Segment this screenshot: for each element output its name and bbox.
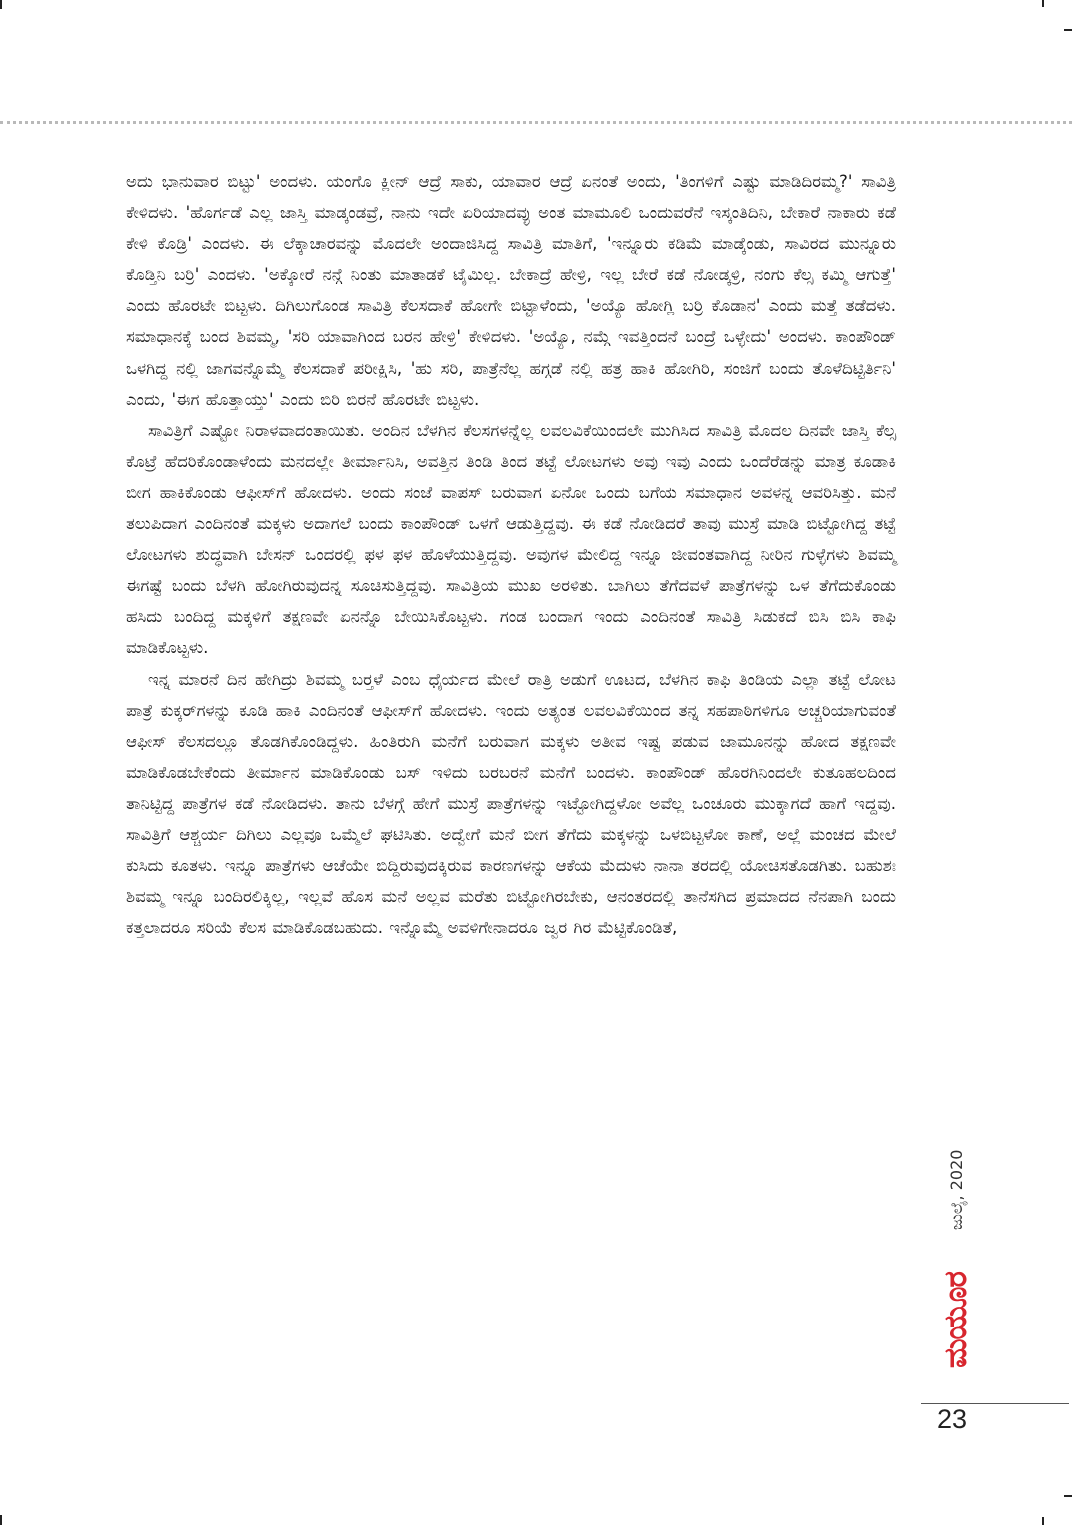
- crop-mark-bottom-left: [0, 1515, 2, 1525]
- crop-mark-top-right: [1042, 0, 1044, 7]
- page-number: 23: [937, 1404, 968, 1434]
- article-paragraph-1: ಅದು ಭಾನುವಾರ ಬಿಟ್ಟು' ಅಂದಳು. ಯಂಗೊ ಕ್ಲೀನ್ ಆದ್ರೆ ಸಾಕು, ಯಾವಾರ ಆದ್ರೆ ಏನಂತೆ ಅಂದು, 'ತಿಂಗಳಿಗೆ ಎಷ್ಟು ಮಾಡಿದಿರಮ್ಮ?' ಸಾವಿತ್ರಿ ಕೇಳಿದಳು. 'ಹೊರ್ಗಡೆ ಎಲ್ಲ ಜಾಸ್ತಿ ಮಾಡ್ಕಂಡವ್ರೆ, ನಾನು ಇದೇ ಏರಿಯಾದವ್ಳು ಅಂತ ಮಾಮೂಲಿ ಒಂದುವರೆನೆ ಇಸ್ಕಂತಿದಿನಿ, ಬೇಕಾರೆ ನಾಕಾರು ಕಡೆ ಕೇಳಿ ಕೊಡ್ರಿ' ಎಂದಳು. ಈ ಲೆಕ್ಕಾಚಾರವನ್ನು ಮೊದಲೇ ಅಂದಾಜಿಸಿದ್ದ ಸಾವಿತ್ರಿ ಮಾತಿಗೆ, 'ಇನ್ನೂರು ಕಡಿಮೆ ಮಾಡ್ಕೆಂಡು, ಸಾವಿರದ ಮುನ್ನೂರು ಕೊಡ್ತಿನಿ ಬರ್ರಿ' ಎಂದಳು. 'ಅಕ್ಕೋರೆ ನನ್ಗೆ ನಿಂತು ಮಾತಾಡಕೆ ಟೈಮಿಲ್ಲ. ಬೇಕಾದ್ರೆ ಹೇಳ್ರಿ, ಇಲ್ಲ ಬೇರೆ ಕಡೆ ನೋಡ್ಕಳ್ರಿ, ನಂಗು ಕೆಲ್ಸ ಕಮ್ಮಿ ಆಗುತ್ತೆ' ಎಂದು ಹೊರಟೇ ಬಿಟ್ಟಳು. ದಿಗಿಲುಗೊಂಡ ಸಾವಿತ್ರಿ ಕೆಲಸದಾಕೆ ಹೋಗೇ ಬಿಟ್ಟಾಳೆಂದು, 'ಅಯ್ಯೊ ಹೋಗ್ಲಿ ಬರ್ರಿ ಕೊಡಾನ' ಎಂದು ಮತ್ತೆ ತಡೆದಳು. ಸಮಾಧಾನಕ್ಕೆ ಬಂದ ಶಿವಮ್ಮ, 'ಸರಿ ಯಾವಾಗಿಂದ ಬರನ ಹೇಳ್ರಿ' ಕೇಳಿದಳು. 'ಅಯ್ಯೊ, ನಮ್ಗೆ ಇವತ್ತಿಂದನೆ ಬಂದ್ರೆ ಒಳ್ಳೇದು' ಅಂದಳು. ಕಾಂಪೌಂಡ್ ಒಳಗಿದ್ದ ನಲ್ಲಿ ಜಾಗವನ್ನೊಮ್ಮೆ ಕೆಲಸದಾಕೆ ಪರೀಕ್ಷಿಸಿ, 'ಹು ಸರಿ, ಪಾತ್ರೆನೆಲ್ಲ ಹಗ್ಗಡೆ ನಲ್ಲಿ ಹತ್ರ ಹಾಕಿ ಹೋಗಿರಿ, ಸಂಜಿಗೆ ಬಂದು ತೊಳೆದಿಟ್ಟಿರ್ತಿನಿ' ಎಂದು, 'ಈಗ ಹೊತ್ತಾಯ್ತು' ಎಂದು ಬಿರಿ ಬಿರನೆ ಹೊರಟೇ ಬಿಟ್ಟಳು.: [126, 172, 896, 409]
- article-paragraph-3: ಇನ್ನ ಮಾರನೆ ದಿನ ಹೇಗಿದ್ರು ಶಿವಮ್ಮ ಬರ್‍ತಳೆ ಎಂಬ ಧೈರ್ಯದ ಮೇಲೆ ರಾತ್ರಿ ಅಡುಗೆ ಊಟದ, ಬೆಳಗಿನ ಕಾಫಿ ತಿಂಡಿಯ ಎಲ್ಲಾ ತಟ್ಟೆ ಲೋಟ ಪಾತ್ರೆ ಕುಕ್ಕರ್‌ಗಳನ್ನು ಕೂಡಿ ಹಾಕಿ ಎಂದಿನಂತೆ ಆಫೀಸ್‌ಗೆ ಹೋದಳು. ಇಂದು ಅತ್ಯಂತ ಲವಲವಿಕೆಯಿಂದ ತನ್ನ ಸಹಪಾಠಿಗಳಿಗೂ ಅಚ್ಚರಿಯಾಗುವಂತೆ ಆಫೀಸ್ ಕೆಲಸದಲ್ಲೂ ತೊಡಗಿಕೊಂಡಿದ್ದಳು. ಹಿಂತಿರುಗಿ ಮನೆಗೆ ಬರುವಾಗ ಮಕ್ಕಳು ಅತೀವ ಇಷ್ಟ ಪಡುವ ಜಾಮೂನನ್ನು ಹೋದ ತಕ್ಷಣವೇ ಮಾಡಿಕೊಡಬೇಕೆಂದು ತೀರ್ಮಾನ ಮಾಡಿಕೊಂಡು ಬಸ್ ಇಳಿದು ಬರಬರನೆ ಮನೆಗೆ ಬಂದಳು. ಕಾಂಪೌಂಡ್ ಹೊರಗಿನಿಂದಲೇ ಕುತೂಹಲದಿಂದ ತಾನಿಟ್ಟಿದ್ದ ಪಾತ್ರೆಗಳ ಕಡೆ ನೋಡಿದಳು. ತಾನು ಬೆಳಗ್ಗೆ ಹೇಗೆ ಮುಸ್ರೆ ಪಾತ್ರೆಗಳನ್ನು ಇಟ್ಟೋಗಿದ್ದಳೋ ಅವೆಲ್ಲ ಒಂಚೂರು ಮುಕ್ಕಾಗದೆ ಹಾಗೆ ಇದ್ದವು. ಸಾವಿತ್ರಿಗೆ ಆಶ್ಚರ್ಯ ದಿಗಿಲು ಎಲ್ಲವೂ ಒಮ್ಮೆಲೆ ಘಟಿಸಿತು. ಅದ್ವೇಗೆ ಮನೆ ಬೀಗ ತೆಗೆದು ಮಕ್ಕಳನ್ನು ಒಳಬಿಟ್ಟಳೋ ಕಾಣೆ, ಅಲ್ಲೆ ಮಂಚದ ಮೇಲೆ ಕುಸಿದು ಕೂತಳು. ಇನ್ನೂ ಪಾತ್ರೆಗಳು ಆಚೆಯೇ ಬಿದ್ದಿರುವುದಕ್ಕಿರುವ ಕಾರಣಗಳನ್ನು ಆಕೆಯ ಮೆದುಳು ನಾನಾ ತರದಲ್ಲಿ ಯೋಚಿಸತೊಡಗಿತು. ಬಹುಶಃ ಶಿವಮ್ಮ ಇನ್ನೂ ಬಂದಿರಲಿಕ್ಕಿಲ್ಲ, ಇಲ್ಲವೆ ಹೊಸ ಮನೆ ಅಲ್ಲವ ಮರೆತು ಬಿಟ್ಟೋಗಿರಬೇಕು, ಆನಂತರದಲ್ಲಿ ತಾನೆಸಗಿದ ಪ್ರಮಾದದ ನೆನಪಾಗಿ ಬಂದು ಕತ್ತಲಾದರೂ ಸರಿಯೆ ಕೆಲಸ ಮಾಡಿಕೊಡಬಹುದು. ಇನ್ನೊಮ್ಮೆ ಅವಳಿಗೇನಾದರೂ ಜ್ವರ ಗಿರ ಮೆಟ್ಟಿಕೊಂಡಿತೆ,: [126, 669, 896, 938]
- header-dotted-divider: [0, 121, 1072, 124]
- article-body: [126, 166, 896, 943]
- crop-mark-top-left: [0, 0, 2, 9]
- crop-mark-right-lower: [1064, 1495, 1072, 1497]
- issue-date: ಜುಲೈ, 2020: [947, 1149, 966, 1230]
- crop-mark-right-upper: [1064, 29, 1072, 31]
- magazine-logo: ಮಯೂರ: [938, 1272, 974, 1369]
- crop-mark-bottom-right: [1042, 1517, 1044, 1525]
- article-paragraph-2: ಸಾವಿತ್ರಿಗೆ ಎಷ್ಟೋ ನಿರಾಳವಾದಂತಾಯಿತು. ಅಂದಿನ ಬೆಳಗಿನ ಕೆಲಸಗಳನ್ನೆಲ್ಲ ಲವಲವಿಕೆಯಿಂದಲೇ ಮುಗಿಸಿದ ಸಾವಿತ್ರಿ ಮೊದಲ ದಿನವೇ ಜಾಸ್ತಿ ಕೆಲ್ಸ ಕೊಟ್ರೆ ಹೆದರಿಕೊಂಡಾಳೆಂದು ಮನದಲ್ಲೇ ತೀರ್ಮಾನಿಸಿ, ಅವತ್ತಿನ ತಿಂಡಿ ತಿಂದ ತಟ್ಟೆ ಲೋಟಗಳು ಅವು ಇವು ಎಂದು ಒಂದೆರೆಡನ್ನು ಮಾತ್ರ ಕೂಡಾಕಿ ಬೀಗ ಹಾಕಿಕೊಂಡು ಆಫೀಸ್‌ಗೆ ಹೋದಳು. ಅಂದು ಸಂಜೆ ವಾಪಸ್ ಬರುವಾಗ ಏನೋ ಒಂದು ಬಗೆಯ ಸಮಾಧಾನ ಅವಳನ್ನ ಆವರಿಸಿತ್ತು. ಮನೆ ತಲುಪಿದಾಗ ಎಂದಿನಂತೆ ಮಕ್ಕಳು ಅದಾಗಲೆ ಬಂದು ಕಾಂಪೌಂಡ್ ಒಳಗೆ ಆಡುತ್ತಿದ್ದವು. ಈ ಕಡೆ ನೋಡಿದರೆ ತಾವು ಮುಸ್ರೆ ಮಾಡಿ ಬಿಟ್ಟೋಗಿದ್ದ ತಟ್ಟೆ ಲೋಟಗಳು ಶುದ್ಧವಾಗಿ ಬೇಸನ್ ಒಂದರಲ್ಲಿ ಫಳ ಫಳ ಹೊಳೆಯುತ್ತಿದ್ದವು. ಅವುಗಳ ಮೇಲಿದ್ದ ಇನ್ನೂ ಜೀವಂತವಾಗಿದ್ದ ನೀರಿನ ಗುಳ್ಳೆಗಳು ಶಿವಮ್ಮ ಈಗಷ್ಟೆ ಬಂದು ಬೆಳಗಿ ಹೋಗಿರುವುದನ್ನ ಸೂಚಿಸುತ್ತಿದ್ದವು. ಸಾವಿತ್ರಿಯ ಮುಖ ಅರಳಿತು. ಬಾಗಿಲು ತೆಗೆದವಳೆ ಪಾತ್ರೆಗಳನ್ನು ಒಳ ತೆಗೆದುಕೊಂಡು ಹಸಿದು ಬಂದಿದ್ದ ಮಕ್ಕಳಿಗೆ ತಕ್ಷಣವೇ ಏನನ್ನೊ ಬೇಯಿಸಿಕೊಟ್ಟಳು. ಗಂಡ ಬಂದಾಗ ಇಂದು ಎಂದಿನಂತೆ ಸಾವಿತ್ರಿ ಸಿಡುಕದೆ ಬಿಸಿ ಬಿಸಿ ಕಾಫಿ ಮಾಡಿಕೊಟ್ಟಳು.: [126, 420, 896, 658]
